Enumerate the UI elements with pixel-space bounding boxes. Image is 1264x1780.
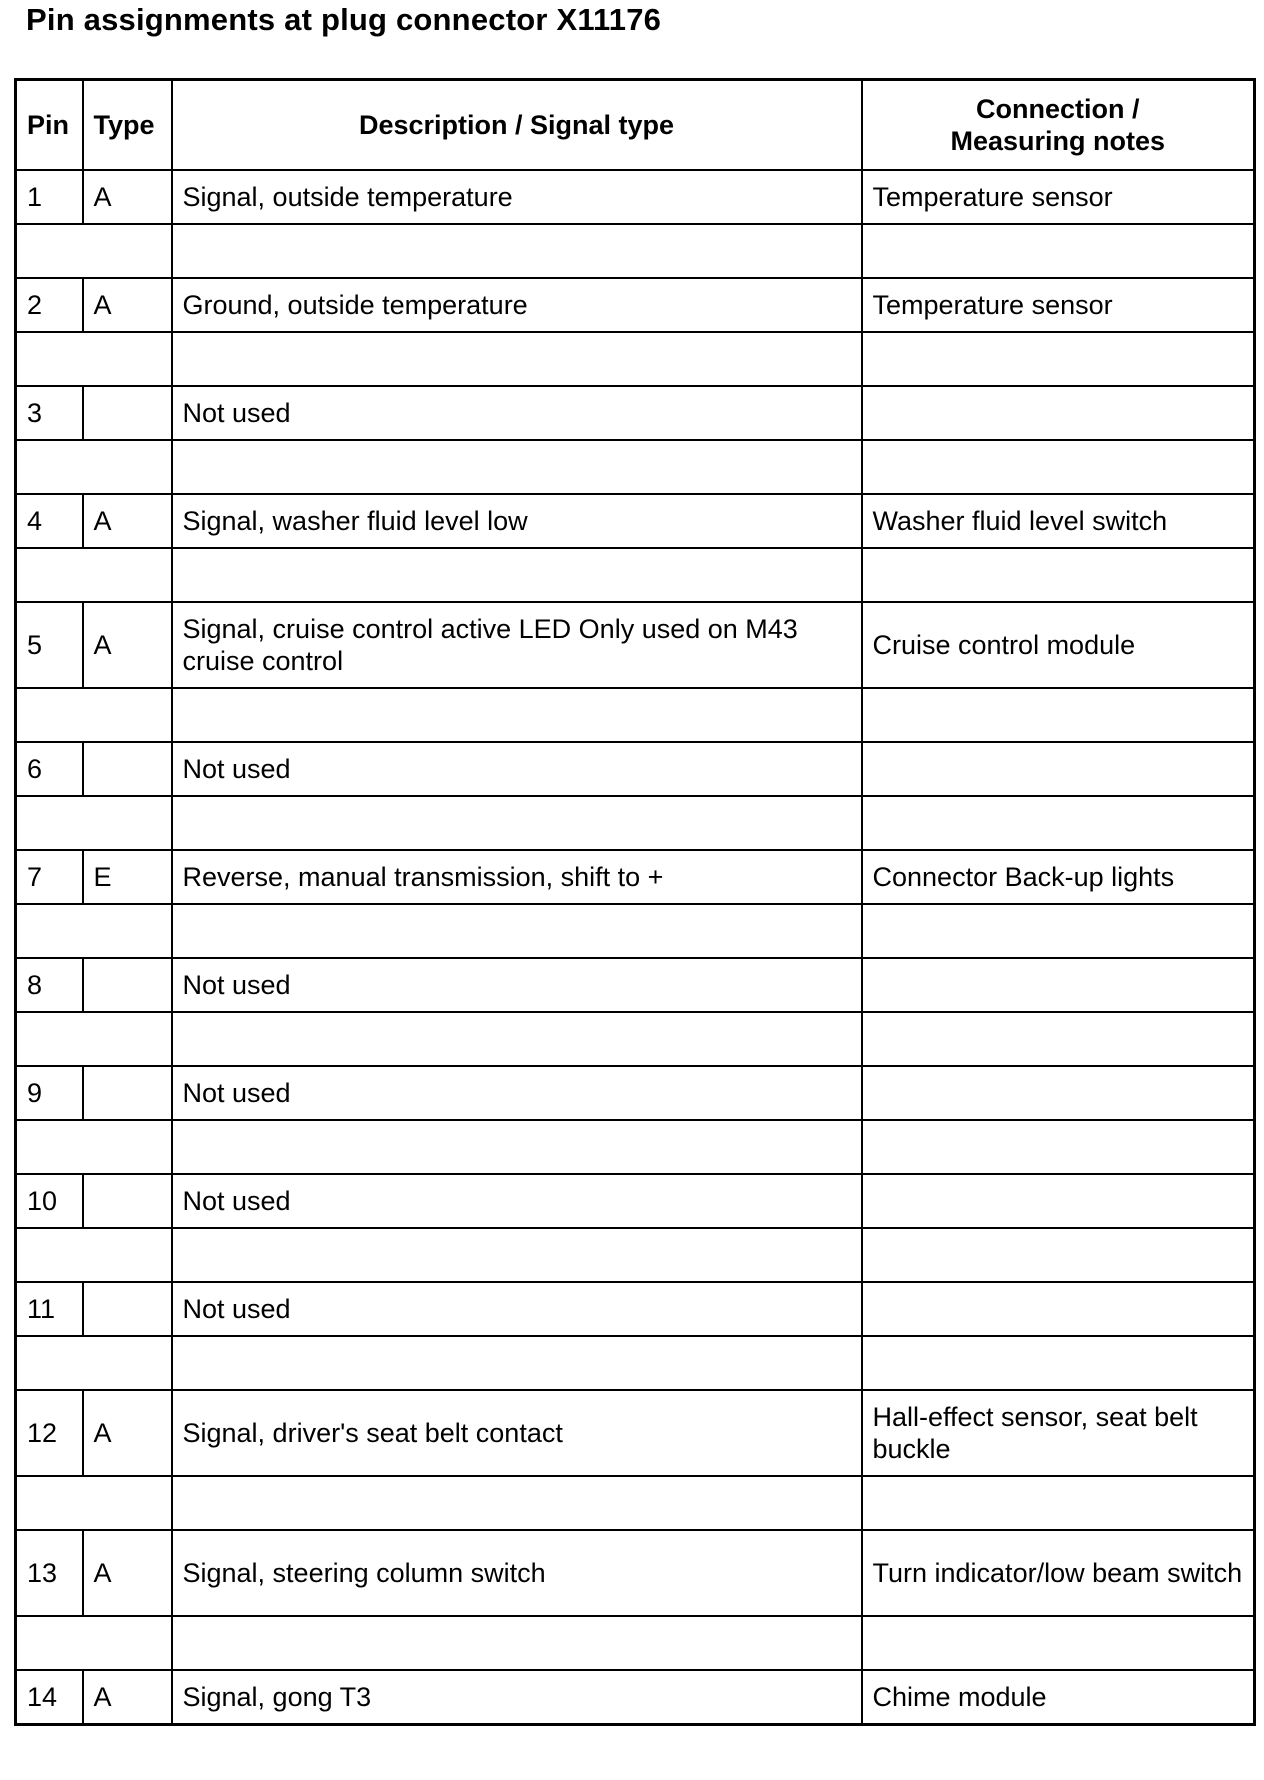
cell-pin: 9 (16, 1066, 83, 1120)
spacer-cell-description (172, 1120, 862, 1174)
spacer-cell-connection (862, 688, 1255, 742)
cell-description: Not used (172, 386, 862, 440)
spacer-cell-connection (862, 1228, 1255, 1282)
cell-type (83, 742, 172, 796)
spacer-cell-connection (862, 1336, 1255, 1390)
spacer-cell-connection (862, 1476, 1255, 1530)
spacer-cell-description (172, 904, 862, 958)
spacer-cell-description (172, 1476, 862, 1530)
cell-type: A (83, 170, 172, 224)
cell-description: Not used (172, 1282, 862, 1336)
spacer-row (16, 440, 1255, 494)
spacer-cell-pin-type (16, 1476, 172, 1530)
spacer-cell-description (172, 548, 862, 602)
spacer-cell-connection (862, 1120, 1255, 1174)
table-row (16, 1066, 1255, 1120)
spacer-row (16, 1012, 1255, 1066)
table-row (16, 1670, 1255, 1725)
cell-description: Signal, gong T3 (172, 1670, 862, 1725)
cell-connection (862, 742, 1255, 796)
spacer-cell-description (172, 688, 862, 742)
spacer-row (16, 1228, 1255, 1282)
cell-type (83, 1066, 172, 1120)
cell-pin: 12 (16, 1390, 83, 1476)
cell-connection: Temperature sensor (862, 170, 1255, 224)
cell-pin: 8 (16, 958, 83, 1012)
spacer-row (16, 1616, 1255, 1670)
spacer-cell-description (172, 1012, 862, 1066)
spacer-row (16, 1120, 1255, 1174)
cell-connection (862, 386, 1255, 440)
spacer-cell-connection (862, 224, 1255, 278)
table-row (16, 850, 1255, 904)
spacer-cell-pin-type (16, 1336, 172, 1390)
table-row (16, 494, 1255, 548)
table-row (16, 742, 1255, 796)
cell-pin: 10 (16, 1174, 83, 1228)
cell-type (83, 958, 172, 1012)
table-row (16, 1530, 1255, 1616)
page-title: Pin assignments at plug connector X11176 (26, 2, 662, 37)
spacer-row (16, 332, 1255, 386)
table-header-row (16, 80, 1255, 171)
cell-type: A (83, 278, 172, 332)
cell-type: A (83, 602, 172, 688)
table-row (16, 170, 1255, 224)
spacer-row (16, 224, 1255, 278)
header-connection: Connection / Measuring notes (862, 80, 1255, 171)
spacer-cell-description (172, 796, 862, 850)
spacer-cell-description (172, 332, 862, 386)
cell-connection (862, 1174, 1255, 1228)
spacer-cell-connection (862, 440, 1255, 494)
cell-connection: Temperature sensor (862, 278, 1255, 332)
cell-description: Signal, driver's seat belt contact (172, 1390, 862, 1476)
table-row (16, 278, 1255, 332)
cell-description: Signal, washer fluid level low (172, 494, 862, 548)
cell-connection (862, 1282, 1255, 1336)
spacer-cell-connection (862, 1012, 1255, 1066)
spacer-row (16, 1476, 1255, 1530)
table-row (16, 958, 1255, 1012)
cell-pin: 2 (16, 278, 83, 332)
cell-description: Ground, outside temperature (172, 278, 862, 332)
table-row (16, 386, 1255, 440)
cell-pin: 1 (16, 170, 83, 224)
cell-pin: 11 (16, 1282, 83, 1336)
spacer-cell-pin-type (16, 1228, 172, 1282)
spacer-row (16, 1336, 1255, 1390)
spacer-cell-connection (862, 796, 1255, 850)
spacer-cell-connection (862, 904, 1255, 958)
spacer-cell-pin-type (16, 440, 172, 494)
cell-connection (862, 1066, 1255, 1120)
spacer-cell-description (172, 1336, 862, 1390)
spacer-cell-connection (862, 332, 1255, 386)
spacer-cell-pin-type (16, 796, 172, 850)
spacer-cell-pin-type (16, 1120, 172, 1174)
spacer-cell-connection (862, 548, 1255, 602)
cell-type: A (83, 1390, 172, 1476)
cell-pin: 7 (16, 850, 83, 904)
spacer-cell-description (172, 440, 862, 494)
spacer-cell-description (172, 1616, 862, 1670)
cell-connection: Connector Back-up lights (862, 850, 1255, 904)
cell-type (83, 1282, 172, 1336)
spacer-row (16, 904, 1255, 958)
spacer-cell-pin-type (16, 688, 172, 742)
cell-connection: Turn indicator/low beam switch (862, 1530, 1255, 1616)
table-body (16, 170, 1255, 1725)
cell-description: Not used (172, 742, 862, 796)
pin-assignment-table (14, 78, 1256, 1726)
cell-pin: 5 (16, 602, 83, 688)
table-row (16, 1390, 1255, 1476)
cell-description: Not used (172, 1174, 862, 1228)
cell-description: Not used (172, 958, 862, 1012)
cell-connection: Chime module (862, 1670, 1255, 1725)
spacer-row (16, 688, 1255, 742)
spacer-cell-description (172, 1228, 862, 1282)
header-description: Description / Signal type (172, 80, 862, 171)
cell-type: E (83, 850, 172, 904)
cell-connection: Cruise control module (862, 602, 1255, 688)
spacer-cell-pin-type (16, 224, 172, 278)
spacer-row (16, 548, 1255, 602)
cell-description: Signal, steering column switch (172, 1530, 862, 1616)
cell-description: Signal, outside temperature (172, 170, 862, 224)
table-row (16, 602, 1255, 688)
header-pin: Pin (16, 80, 83, 171)
spacer-cell-pin-type (16, 904, 172, 958)
cell-pin: 14 (16, 1670, 83, 1725)
cell-type (83, 1174, 172, 1228)
table-row (16, 1174, 1255, 1228)
spacer-row (16, 796, 1255, 850)
spacer-cell-description (172, 224, 862, 278)
cell-type: A (83, 494, 172, 548)
cell-type: A (83, 1530, 172, 1616)
cell-pin: 6 (16, 742, 83, 796)
cell-connection: Hall-effect sensor, seat belt buckle (862, 1390, 1255, 1476)
table-row (16, 1282, 1255, 1336)
cell-type (83, 386, 172, 440)
header-type: Type (83, 80, 172, 171)
spacer-cell-pin-type (16, 1012, 172, 1066)
spacer-cell-pin-type (16, 548, 172, 602)
spacer-cell-pin-type (16, 332, 172, 386)
cell-pin: 4 (16, 494, 83, 548)
cell-description: Reverse, manual transmission, shift to + (172, 850, 862, 904)
cell-pin: 13 (16, 1530, 83, 1616)
spacer-cell-pin-type (16, 1616, 172, 1670)
cell-pin: 3 (16, 386, 83, 440)
cell-description: Not used (172, 1066, 862, 1120)
cell-type: A (83, 1670, 172, 1725)
cell-connection (862, 958, 1255, 1012)
spacer-cell-connection (862, 1616, 1255, 1670)
cell-connection: Washer fluid level switch (862, 494, 1255, 548)
cell-description: Signal, cruise control active LED Only used on M43 cruise control (172, 602, 862, 688)
